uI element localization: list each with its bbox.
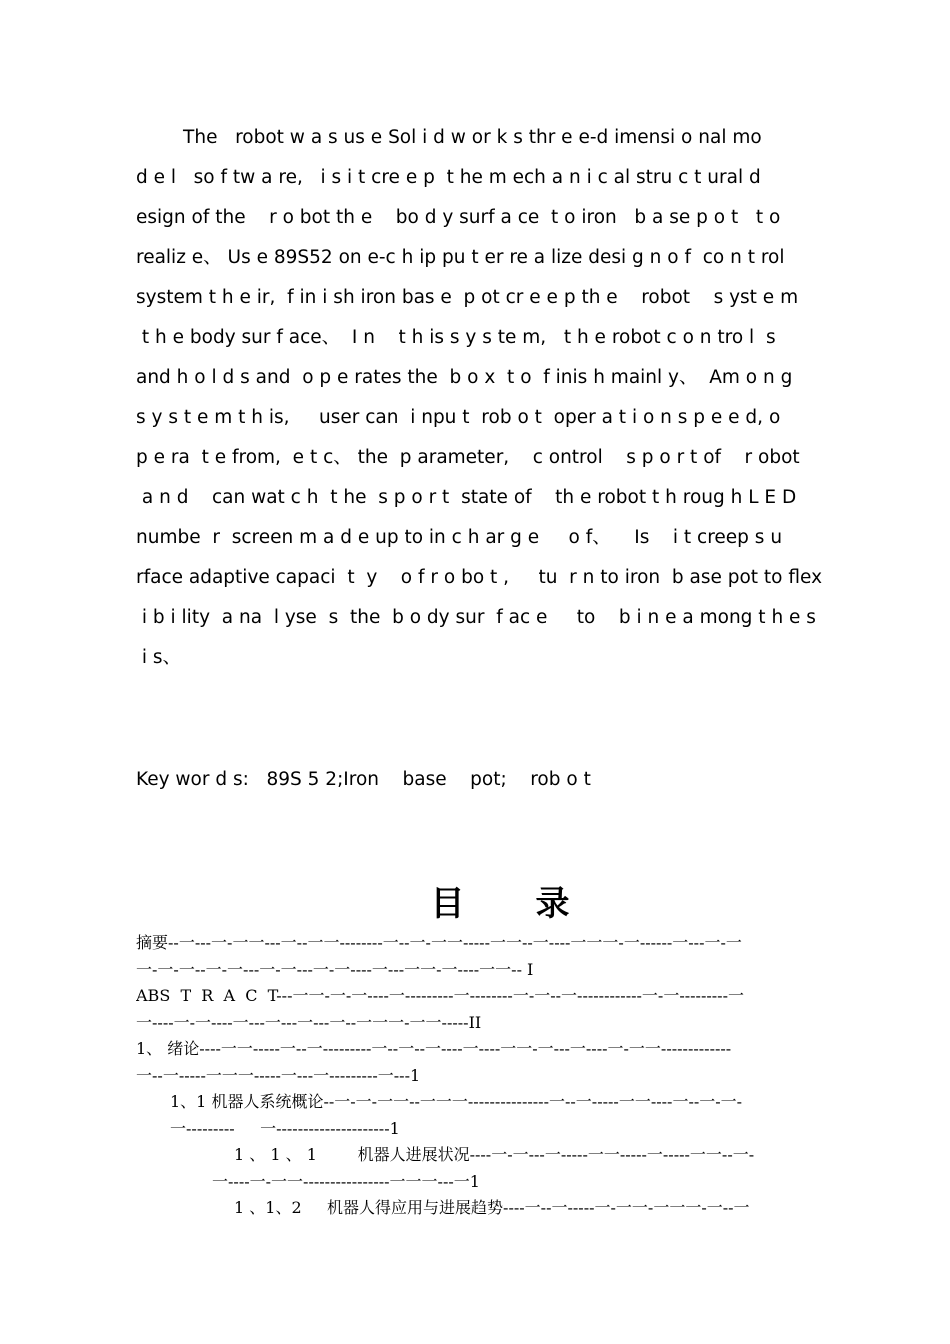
table-of-contents	[136, 930, 866, 1222]
toc-entry-section-1-1[interactable]: 1、1 机器人系统概论--一-一-一一--一一一---------------一--一-----一一----一--一-一-	[170, 1092, 743, 1111]
abstract-line: rface adaptive capaci t y o f r o bo t , tu r n to iron b ase pot to flex	[136, 567, 823, 588]
abstract-line: system t h e ir, f in i sh iron bas e p ot cr e e p th e robot s yst e m	[136, 287, 799, 308]
abstract-line: i s、	[136, 647, 182, 668]
abstract-line: p e ra t e from, e t c、 the p arameter, c ontrol s p o r t of r obot	[136, 447, 800, 468]
toc-entry-chapter-1[interactable]: 1、 绪论----一一-----一--一---------一--一--一----一----一一-一---一----一-一一-------------	[136, 1039, 732, 1058]
abstract-line: esign of the r o bot th e bo d y surf a ce t o iron b a se p o t t o	[136, 207, 781, 228]
toc-entry-abstract-en[interactable]: ABS T R A C T---一一-一-一----一---------一--------一-一--一------------一-一---------一	[136, 986, 744, 1005]
abstract-line: i b i lity a na l yse s the b o dy sur f ac e to b i n e a mong t h e s	[136, 607, 816, 628]
toc-entry-section-1-1-1-cont[interactable]: 一----一-一一----------------一一一---一1	[212, 1171, 480, 1191]
abstract-line: realiz e、 Us e 89S52 on e-c h ip pu t er re a lize desi g n o f co n t rol	[136, 247, 785, 268]
keywords-line: Key wor d s: 89S 5 2;Iron base pot; rob o t	[136, 769, 591, 790]
abstract-text	[136, 118, 862, 678]
toc-entry-chapter-1-cont[interactable]: 一--一-----一一一-----一---一---------一---1	[136, 1065, 421, 1085]
toc-entry-section-1-1-1[interactable]: 1 、 1 、 1 机器人进展状况----一-一---一-----一一-----一-----一一--一-	[234, 1145, 755, 1164]
toc-heading: 目 录	[430, 884, 570, 924]
abstract-line: and h o l d s and o p e rates the b o x t o f inis h mainl y、 Am o n g	[136, 367, 793, 388]
abstract-line: numbe r screen m a d e up to in c h ar g e o f、 Is i t creep s u	[136, 527, 783, 548]
abstract-line: The robot w a s us e Sol i d w or k s thr e e-d imensi o nal mo	[136, 127, 762, 148]
abstract-line: a n d can wat c h t he s p o r t state of th e robot t h roug h L E D	[136, 487, 797, 508]
toc-entry-section-1-1-cont[interactable]: 一--------- 一---------------------1	[170, 1118, 400, 1138]
toc-entry-abstract-cn-cont[interactable]: 一-一-一--一-一---一-一---一-一----一---一一-一----一一-- I	[136, 959, 534, 979]
toc-entry-abstract-cn[interactable]: 摘要--一---一-一一---一--一一--------一--一-一一-----一一--一----一一一-一------一---一-一	[136, 933, 742, 952]
abstract-line: d e l so f tw a re, i s i t cre e p t he m ech a n i c al stru c t ural d	[136, 167, 761, 188]
toc-entry-abstract-en-cont[interactable]: 一----一-一----一---一---一---一--一一一-一一-----II	[136, 1012, 482, 1032]
abstract-line: s y s t e m t h is, user can i npu t rob o t oper a t i o n s p e e d, o	[136, 407, 781, 428]
abstract-line: t h e body sur f ace、 I n t h is s y s te m, t h e robot c o n tro l s	[136, 327, 776, 348]
toc-entry-section-1-1-2[interactable]: 1 、1、2 机器人得应用与进展趋势----一--一-----一-一一-一一一-一--一	[234, 1198, 750, 1217]
